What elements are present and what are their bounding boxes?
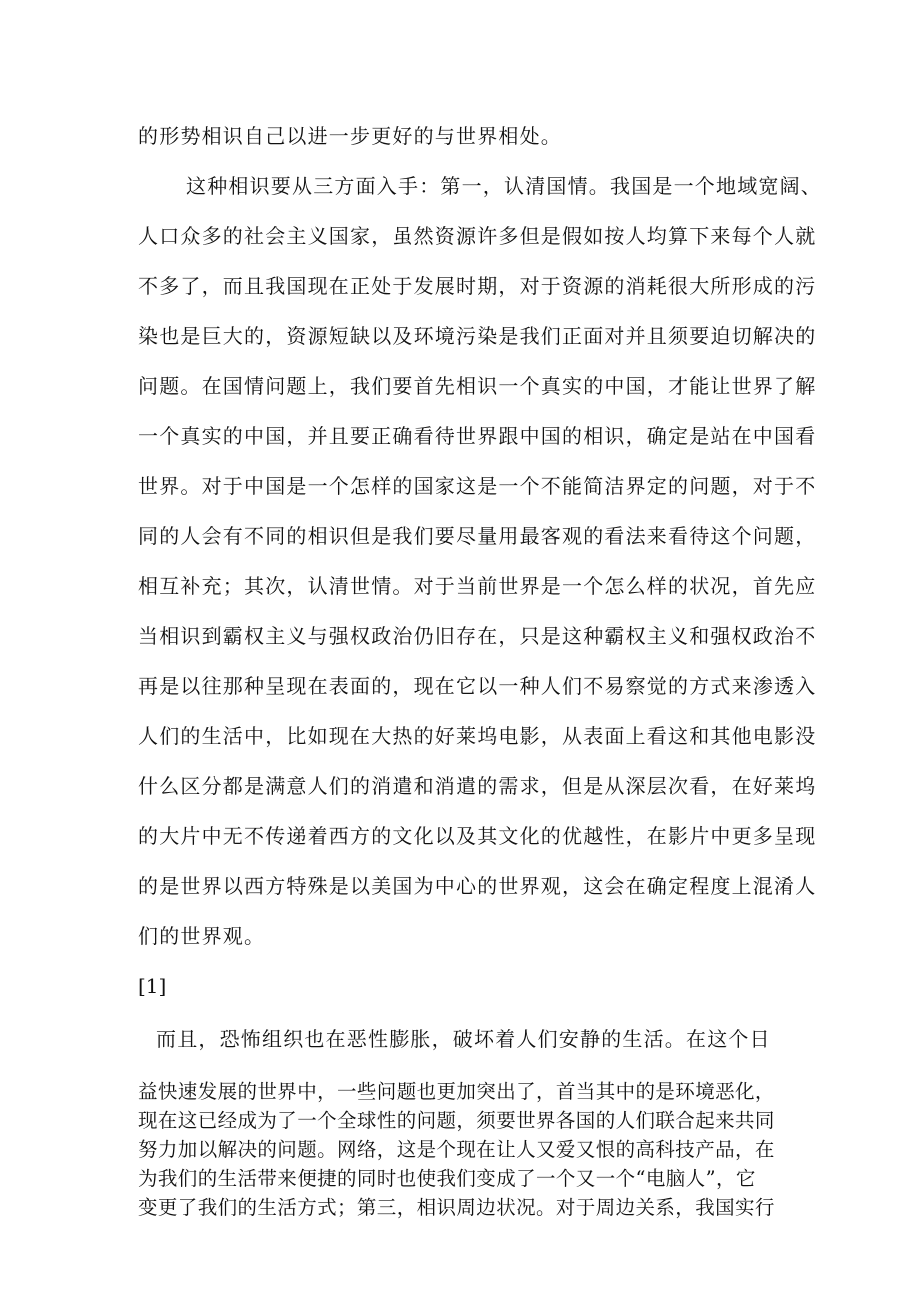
text-line: 益快速发展的世界中，一些问题也更加突出了，首当其中的是环境恶化， [138,1080,775,1103]
text-line: 的是世界以西方特殊是以美国为中心的世界观，这会在确定程度上混淆人 [138,874,817,898]
text-line: 不多了，而且我国现在正处于发展时期，对于资源的消耗很大所形成的污 [138,274,817,298]
text-line: 的形势相识自己以进一步更好的与世界相处。 [138,124,562,148]
text-line: 问题。在国情问题上，我们要首先相识一个真实的中国，才能让世界了解 [138,374,817,398]
text-line: 同的人会有不同的相识但是我们要尽量用最客观的看法来看待这个问题， [138,524,817,548]
text-line: 人口众多的社会主义国家，虽然资源许多但是假如按人均算下来每个人就 [138,224,817,248]
text-line: 努力加以解决的问题。网络，这是个现在让人又爱又恨的高科技产品，在 [138,1138,775,1161]
text-line: 人们的生活中，比如现在大热的好莱坞电影，从表面上看这和其他电影没 [138,724,817,748]
text-line: 这种相识要从三方面入手：第一，认清国情。我国是一个地域宽阔、 [186,174,822,198]
text-line: 而且，恐怖组织也在恶性膨胀，破坏着人们安静的生活。在这个日 [156,1027,771,1051]
text-line: 现在这已经成为了一个全球性的问题，须要世界各国的人们联合起来共同 [138,1109,775,1132]
text-line: 们的世界观。 [138,924,266,948]
text-line: 当相识到霸权主义与强权政治仍旧存在，只是这种霸权主义和强权政治不 [138,624,817,648]
text-line: 相互补充；其次，认清世情。对于当前世界是一个怎么样的状况，首先应 [138,574,817,598]
text-line: 染也是巨大的，资源短缺以及环境污染是我们正面对并且须要迫切解决的 [138,324,817,348]
text-line: 为我们的生活带来便捷的同时也使我们变成了一个又一个“电脑人”，它 [138,1167,756,1190]
citation-marker: [1] [138,974,167,998]
text-line: 一个真实的中国，并且要正确看待世界跟中国的相识，确定是站在中国看 [138,424,817,448]
text-line: 什么区分都是满意人们的消遣和消遣的需求，但是从深层次看，在好莱坞 [138,774,817,798]
text-line: 的大片中无不传递着西方的文化以及其文化的优越性，在影片中更多呈现 [138,824,817,848]
text-line: 变更了我们的生活方式；第三，相识周边状况。对于周边关系，我国实行 [138,1196,775,1219]
text-line: 再是以往那种呈现在表面的，现在它以一种人们不易察觉的方式来渗透入 [138,674,817,698]
text-line: 世界。对于中国是一个怎样的国家这是一个不能简洁界定的问题，对于不 [138,474,817,498]
